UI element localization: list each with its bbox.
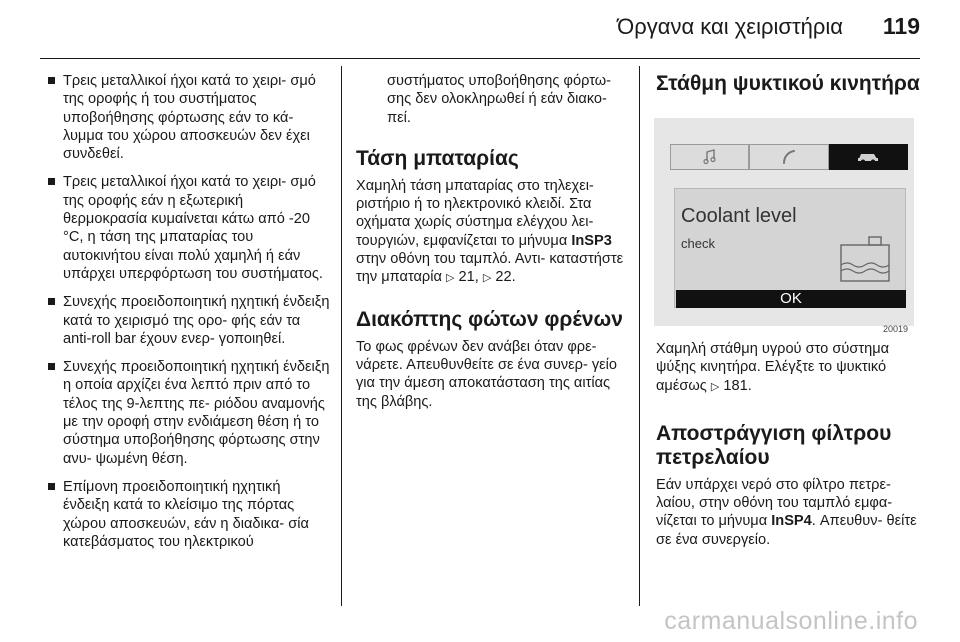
message-code-insp4: InSP4: [771, 513, 812, 530]
display-line-1: Coolant level: [681, 205, 797, 227]
header-rule: [40, 58, 920, 59]
watermark: carmanualsonline.info: [664, 607, 918, 635]
music-note-icon: [703, 149, 717, 165]
coolant-tank-icon: [839, 235, 891, 283]
display-tab-audio: [670, 144, 749, 170]
coolant-paragraph: Χαμηλή στάθμη υγρού στο σύστημα ψύξης κινητήρα. Ελέγξτε το ψυκτικό αμέσως ▷ 181.: [656, 341, 890, 394]
section-heading-fuel-filter: Αποστράγγιση φίλτρου πετρελαίου: [656, 421, 892, 469]
column-divider-2: [639, 66, 640, 606]
column-right: [656, 72, 924, 549]
battery-paragraph: Χαμηλή τάση μπαταρίας στο τηλεχει‐ ριστήριο ή το ηλεκτρονικό κλειδί. Στα οχήματα χωρίς σύστημα ελέγχου λει‐ τουργιών, εμφανίζεται το μήνυμα InSP3 στην οθόνη του ταμπλό. Αντι‐ καταστήστε την μπαταρία ▷ 21, ▷ 22.: [356, 177, 624, 286]
car-icon: [857, 150, 879, 164]
page-ref-arrow-icon: ▷: [710, 380, 720, 393]
column-middle: [356, 72, 624, 411]
battery-text-1: Χαμηλή τάση μπαταρίας στο τηλεχει‐ ριστήριο ή το ηλεκτρονικό κλειδί. Στα οχήματα χωρίς σύστημα ελέγχου λει‐ τουργιών, εμφανίζεται το μήνυμα: [356, 177, 594, 249]
battery-text-2: στην οθόνη του ταμπλό. Αντι‐ καταστήστε την μπαταρία: [356, 251, 624, 286]
list-item: Τρεις μεταλλικοί ήχοι κατά το χειρι‐ σμό της οροφής εάν η εξωτερική θερμοκρασία κυμαίνεται κάτω από -20 °C, η τάση της μπαταρίας του αυτοκινήτου είναι πολύ χαμηλή ή εάν υπάρχει υπερφόρτωση του συστήματος.: [48, 173, 330, 283]
display-line-2: check: [681, 236, 715, 251]
display-tab-phone: [749, 144, 828, 170]
fuel-filter-text-2: . Απευθυν‐ θείτε σε ένα συνεργείο.: [656, 513, 917, 548]
figure-number: 20019: [882, 323, 908, 334]
section-heading-brake-light: Διακόπτης φώτων φρένων: [356, 307, 623, 331]
column-divider-1: [341, 66, 342, 606]
list-item: Συνεχής προειδοποιητική ηχητική ένδειξη η οποία αρχίζει ένα λεπτό πριν από το τέλος της 9-λεπτης πε‐ ριόδου αναμονής με την οροφή στην ενδιάμεση θέση ή το σύστημα υποβοήθησης φόρτωσης στην ανυ‐ ψωμένη θέση.: [48, 358, 330, 468]
column-left: [48, 72, 330, 561]
message-code-insp3: InSP3: [571, 232, 612, 249]
list-item: Συνεχής προειδοποιητική ηχητική ένδειξη κατά το χειρισμό της ορο‐ φής εάν τα anti-roll bar έχουν ενερ‐ γοποιηθεί.: [48, 293, 330, 348]
page-number: 119: [882, 13, 920, 39]
list-item: Τρεις μεταλλικοί ήχοι κατά το χειρι‐ σμό της οροφής ή του συστήματος υποβοήθησης φόρτωσης εάν το κά‐ λυμμα του χώρου αποσκευών δεν έχει συνδεθεί.: [48, 72, 330, 163]
display-ok-button: OK: [676, 290, 906, 308]
list-item: Επίμονη προειδοποιητική ηχητική ένδειξη κατά το κλείσιμο της πόρτας χώρου αποσκευών, εάν η διαδικα‐ σία κατεβάσματος του ηλεκτρικού: [48, 478, 330, 551]
section-heading-battery: Τάση μπαταρίας: [356, 146, 519, 170]
display-tab-bar: [670, 144, 908, 170]
fuel-filter-paragraph: [656, 476, 924, 549]
fuel-filter-text-1: Εάν υπάρχει νερό στο φίλτρο πετρε‐ λαίου, στην οθόνη του ταμπλό εμφα‐ νίζεται το μήνυμα: [656, 476, 893, 530]
page-ref-arrow-icon: ▷: [445, 272, 455, 285]
list-continuation: συστήματος υποβοήθησης φόρτω‐ σης δεν ολοκληρωθεί ή εάν διακο‐ πεί.: [387, 73, 612, 126]
warning-chimes-list: [48, 72, 330, 551]
page-ref-link[interactable]: 21: [458, 269, 475, 286]
header-title: Όργανα και χειριστήρια: [617, 14, 843, 39]
page-ref-arrow-icon: ▷: [482, 272, 492, 285]
section-heading-coolant: Στάθμη ψυκτικού κινητήρα: [656, 72, 920, 95]
coolant-display-illustration: [654, 118, 914, 334]
phone-icon: [781, 149, 797, 165]
display-tab-vehicle: [829, 144, 908, 170]
coolant-text: Χαμηλή στάθμη υγρού στο σύστημα ψύξης κινητήρα. Ελέγξτε το ψυκτικό αμέσως: [656, 341, 890, 394]
page-ref-link[interactable]: 22: [495, 269, 512, 286]
page-ref-link[interactable]: 181: [723, 377, 748, 394]
brake-light-paragraph: Το φως φρένων δεν ανάβει όταν φρε‐ νάρετε. Απευθυνθείτε σε ένα συνερ‐ γείο για την άμεση αποκατάσταση της αιτίας της βλάβης.: [356, 338, 618, 410]
